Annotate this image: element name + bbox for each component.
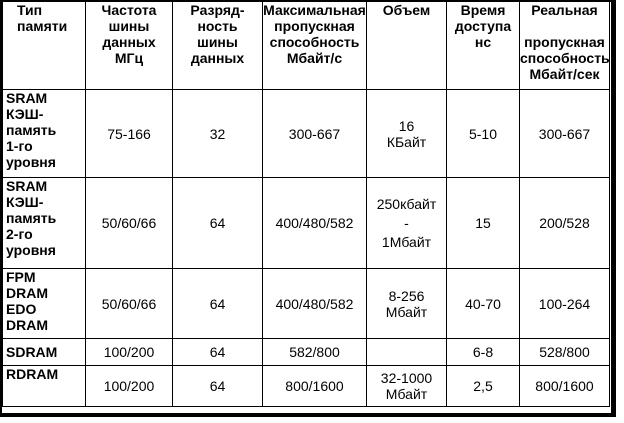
header-capacity: Объем [367, 2, 447, 90]
cell-bus-frequency: 100/200 [86, 339, 173, 366]
cell-bus-width: 64 [173, 366, 263, 407]
row-memory-type: SRAM КЭШ- память 1-го уровня [3, 90, 86, 178]
cell-max-bandwidth: 800/1600 [263, 366, 367, 407]
memory-types-table [2, 1, 610, 407]
cell-access-time: 40-70 [447, 269, 520, 339]
cell-max-bandwidth: 400/480/582 [263, 178, 367, 269]
header-max-bandwidth: Максимальная пропускная способность Мбайт/с [263, 2, 367, 90]
cell-capacity: 32-1000 Мбайт [367, 366, 447, 407]
table-row [3, 366, 610, 407]
row-memory-type: SRAM КЭШ- память 2-го уровня [3, 178, 86, 269]
row-memory-type: RDRAM [3, 366, 86, 407]
cell-max-bandwidth: 400/480/582 [263, 269, 367, 339]
cell-real-bandwidth: 300-667 [520, 90, 610, 178]
header-access-time: Время доступа нс [447, 2, 520, 90]
cell-bus-width: 64 [173, 269, 263, 339]
cell-real-bandwidth: 528/800 [520, 339, 610, 366]
cell-capacity [367, 339, 447, 366]
cell-capacity: 8-256 Мбайт [367, 269, 447, 339]
cell-real-bandwidth: 100-264 [520, 269, 610, 339]
cell-capacity: 16 КБайт [367, 90, 447, 178]
row-memory-type: SDRAM [3, 339, 86, 366]
table-row [3, 339, 610, 366]
cell-max-bandwidth: 300-667 [263, 90, 367, 178]
cell-bus-frequency: 75-166 [86, 90, 173, 178]
cell-access-time: 5-10 [447, 90, 520, 178]
cell-max-bandwidth: 582/800 [263, 339, 367, 366]
cell-access-time: 2,5 [447, 366, 520, 407]
table-row [3, 178, 610, 269]
cell-bus-frequency: 50/60/66 [86, 269, 173, 339]
header-bus-width: Разряд- ность шины данных [173, 2, 263, 90]
cell-real-bandwidth: 200/528 [520, 178, 610, 269]
cell-bus-width: 64 [173, 178, 263, 269]
header-real-bandwidth: Реальная пропускная способность Мбайт/сек [520, 2, 610, 90]
cell-bus-frequency: 50/60/66 [86, 178, 173, 269]
cell-bus-frequency: 100/200 [86, 366, 173, 407]
cell-capacity: 250кбайт - 1Мбайт [367, 178, 447, 269]
header-bus-frequency: Частота шины данных МГц [86, 2, 173, 90]
header-row [3, 2, 610, 90]
row-memory-type: FPM DRAM EDO DRAM [3, 269, 86, 339]
cell-access-time: 15 [447, 178, 520, 269]
cell-access-time: 6-8 [447, 339, 520, 366]
table-row [3, 269, 610, 339]
cell-bus-width: 32 [173, 90, 263, 178]
table-row [3, 90, 610, 178]
header-memory-type: Тип памяти [3, 2, 86, 90]
cell-bus-width: 64 [173, 339, 263, 366]
cell-real-bandwidth: 800/1600 [520, 366, 610, 407]
